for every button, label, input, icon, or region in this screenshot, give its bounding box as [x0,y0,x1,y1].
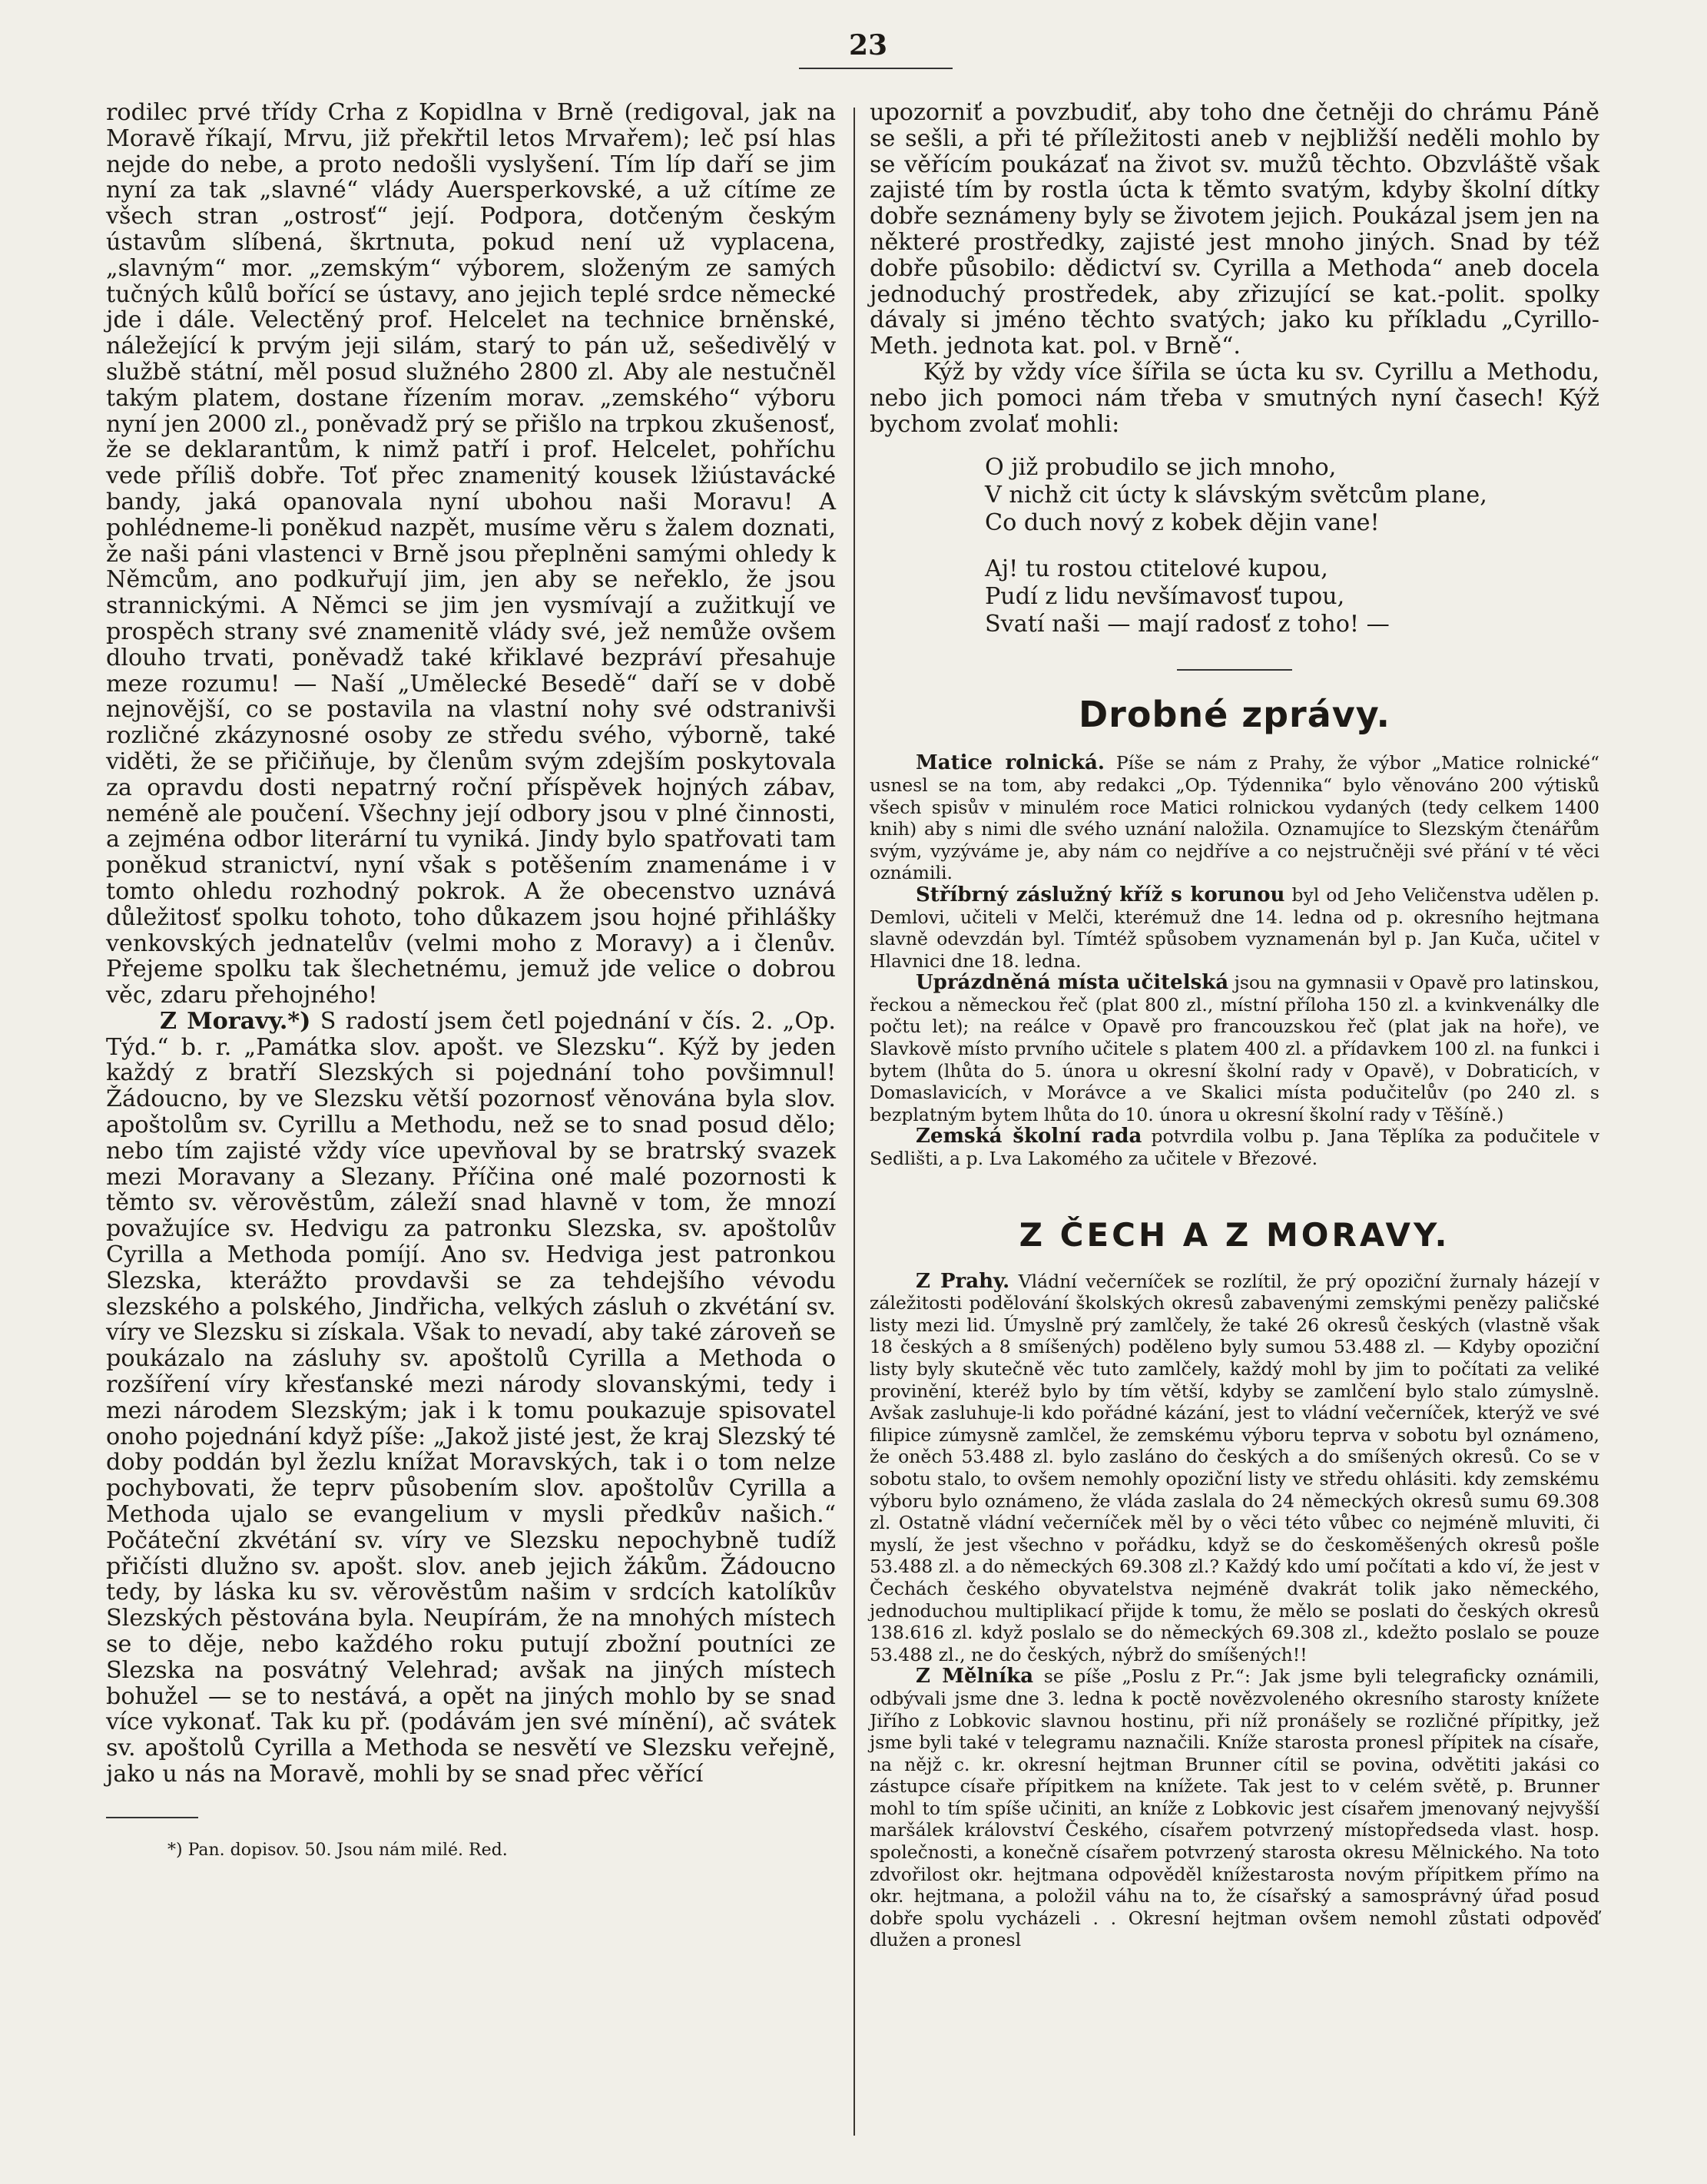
header-rule [799,68,953,69]
right-paragraph-2: Kýž by vždy více šířila se úcta ku sv. Cyrillu a Methodu, nebo jich pomoci nám třeba v smutných nyní časech! Kýž bychom zvolať mohli: [870,358,1599,438]
news-runin: Uprázdněná místa učitelská [916,971,1229,995]
right-column [870,100,1599,1951]
footnote-rule [106,1817,198,1818]
page-number: 23 [848,29,888,61]
news-runin: Z Mělníka [916,1665,1034,1689]
news-item [870,1125,1599,1169]
poem-line: V nichž cit úcty k slávským světcům plane, [985,482,1487,509]
footnote: *) Pan. dopisov. 50. Jsou nám milé. Red. [167,1840,508,1860]
poem-line: Svatí naši — mají radosť z toho! — [985,611,1390,638]
news-runin: Stříbrný záslužný kříž s korunou [916,883,1285,906]
news-text: Vládní večerníček se rozlítil, že prý opoziční žurnaly házejí v záležitosti podělování školských okresů zabavenými zemskými penězy paličské listy mezi lid. Úmyslně prý zamlčely, že také 26 okresů českých (vlastně však 18 českých a 8 smíšených) poděleno byly sumou 53.488 zl. — Kdyby opoziční listy byly skutečně věc tuto zamlčely, každý mohl by jim to počítati za veliké provinění, kteréž bylo by tím větší, kdyby se zamlčení bylo stalo zúmyslně. Avšak zasluhuje-li kdo pořádné kázání, jest to vládní večerníček, kterýž ve své filipice zúmysně zamlčel, že zemskému výboru teprva v sobotu byl oznámeno, že oněch 53.488 zl. bylo zasláno do českých a do smíšených okresů. Co se v sobotu stalo, to ovšem nemohly opoziční listy ve středu ohlásiti. kdy zemskému výboru bylo oznámeno, že vláda zaslala do 24 německých okresů sumu 69.308 zl. Ostatně vládní večerníček měl by o věci této vůbec co nejméně mluviti, či myslí, že jest všechno v pořádku, když se do českoměšených okresů pošle 53.488 zl. a do německých 69.308 zl.? Každý kdo umí počítati a kdo ví, že jest v Čechách českého obyvatelstva nejméně dvakrát tolik jako německého, jednoduchou multiplikací přijde k tomu, že mělo se poslati do českých okresů 138.616 zl. když poslalo se do německých 69.308 zl., kdežto poslalo se pouze 53.488 zl., ne do českých, nýbrž do smíšených!! [870,1270,1599,1665]
section-rule [1177,669,1292,671]
news-runin: Z Prahy. [916,1269,1010,1293]
news-text: potvrdila volbu p. Jana Těplíka za podučitele v Sedlišti, a p. Lva Lakomého za učitele v Březové. [870,1125,1599,1170]
left-column [106,100,836,1861]
news-text: se píše „Poslu z Pr.“: Jak jsme byli telegraficky oznámili, odbývali jsme dne 3. ledna k poctě novězvoleného okresního starosty knížete Jiřího z Lobkovic slavnou hostinu, při níž pronášely se rozličné přípitky, jež jsme byli také v telegramu naznačili. Kníže starosta pronesl přípitek na císaře, na nějž c. kr. okresní hejtman Brunner cítil se povina, odvětiti jakási co zástupce císaře přípitkem na knížete. Tak jest to v celém světě, p. Brunner mohl to tím spíše učiniti, an kníže z Lobkovic jest císařem jmenovaný nejvyšší maršálek království Českého, císařem potvrzený místopředseda vlast. hosp. společnosti, a konečně císařem potvrzený starosta okresu Mělnického. Na toto zdvořilost okr. hejtmana odpověděl knížestarosta novým přípitkem přímo na okr. hejtmana, a položil váhu na to, že císařský a samosprávný úřad posud dobře spolu vycházeli . . Okresní hejtman ovšem nemohl zůstati odpověď dlužen a pronesl [870,1665,1599,1951]
poem-line: O již probudilo se jich mnoho, [985,454,1337,482]
poem-line: Pudí z lidu nevšímavosť tupou, [985,583,1345,611]
news-item [870,1271,1599,1666]
poem-line: Aj! tu rostou ctitelové kupou, [985,555,1328,583]
poem [985,454,1599,638]
z-moravy-runin: Z Moravy.*) [160,1007,311,1035]
column-divider [854,108,855,2136]
poem-line: Co duch nový z kobek dějin vane! [985,509,1380,537]
stanza-gap [985,537,1599,555]
news-item [870,884,1599,972]
heading-drobne-zpravy: Drobné zprávy. [1078,694,1390,736]
left-paragraph-1: rodilec prvé třídy Crha z Kopidlna v Brně (redigoval, jak na Moravě říkají, Mrvu, již překřtil letos Mrvařem); leč psí hlas nejde do nebe, a proto nedošli vyslyšení. Tím líp daří se jim nyní za tak „slavné“ vlády Auersperkovské, a už cítíme ze všech stran „ostrosť“ její. Podpora, dotčeným českým ústavům slíbená, škrtnuta, pokud není už vyplacena, „slavným“ mor. „zemským“ výborem, složeným ze samých tučných kůlů bořící se ústavy, ano jejich teplé srdce německé jde i dále. Velectěný prof. Helcelet na technice brněnské, náležející k prvým jeji silám, starý to pán už, sešedivělý v službě státní, měl posud služného 2800 zl. Aby ale nestučněl takým platem, dostane řízením morav. „zemského“ výboru nyní jen 2000 zl., poněvadž prý se přišlo na trpkou zkušenosť, že se deklarantům, k nimž patří i prof. Helcelet, pohříchu vede příliš dobře. Toť přec znamenitý kousek lžiústavácké bandy, jaká opanovala nyní ubohou naši Moravu! A pohlédneme-li poněkud nazpět, musíme věru s žalem doznati, že naši páni vlastenci v Brně jsou přeplněni samými ohledy k Němcům, ano podkuřují jim, jen aby se neřeklo, že jsou strannickými. A Němci se jim jen vysmívají a zužitkují ve prospěch strany své znamenitě vlády své, jež nemůže ovšem dlouho trvati, poněvadž také křiklavé bezpráví přesahuje meze rozumu! — Naší „Umělecké Besedě“ daří se v době nejnovější, co se postavila na vlastní nohy své odstranivši rozličné zkázynosné osoby ze středu svého, výborně, také viděti, že se přičiňuje, by členům svým zdejším poskytovala za opravdu dosti nepatrný roční příspěvek hojných zábav, neméně ale poučení. Všechny její odbory jsou v plné činnosti, a zejména odbor literární tu vyniká. Jindy bylo spatřovati tam poněkud stranictví, nyní však s potěšením znamenáme i v tomto ohledu rozhodný pokrok. A že obecenstvo uznává důležitosť spolku tohoto, toho důkazem jsou hojné přihlášky venkovských jednatelův (velmi moho z Moravy) a i členův. Přejeme spolku tak šlechetnému, jemuž jde velice o dobrou věc, zdaru přehojného! [106,99,836,1009]
right-paragraph-1: upozorniť a povzbudiť, aby toho dne četněji do chrámu Páně se sešli, a při té příležitosti aneb v nejbližší neděli mohlo by se věřícím poukázať na život sv. mužů těchto. Obzvláště však zajisté tím by rostla úcta k těmto svatým, kdyby školní dítky dobře seznámeny byly se životem jejich. Poukázal jsem jen na některé prostředky, zajisté jest mnoho jiných. Snad by též dobře působilo: dědictví sv. Cyrilla a Methoda“ aneb docela jednoduchý prostředek, aby zřizující se kat.-polit. spolky dávaly si jméno těchto svatých; jako ku příkladu „Cyrillo-Meth. jednota kat. pol. v Brně“. [870,99,1599,360]
news-runin: Matice rolnická. [916,751,1105,775]
news-text: byl od Jeho Veličenstva udělen p. Demlovi, učiteli v Melči, kterémuž dne 14. ledna od p. okresního hejtmana slavně odevzdán byl. Tímtéž spůsobem vyznamenán byl p. Jan Kuča, učitel v Hlavnici dne 18. ledna. [870,883,1599,972]
news-item [870,1665,1599,1951]
heading-z-cech-a-z-moravy: Z ČECH A Z MORAVY. [1019,1215,1450,1254]
news-item [870,752,1599,884]
news-item [870,972,1599,1125]
left-paragraph-2 [106,1009,836,1788]
news-runin: Zemská školní rada [916,1125,1142,1148]
news-text: Píše se nám z Prahy, že výbor „Matice rolnické“ usnesl se na tom, aby redakci „Op. Týdennika“ bylo věnováno 200 výtisků všech spisův v minulém roce Matici rolnickou vydaných (tedy celkem 1400 knih) aby s nimi dle svého uznání naložila. Oznamujíce to Slezským čtenářům svým, vyzýváme je, aby nám co nejdříve a co nejstručněji své přání v té věci oznámili. [870,752,1599,884]
z-moravy-text: S radostí jsem četl pojednání v čís. 2. „Op. Týd.“ b. r. „Památka slov. apošt. ve Slezsku“. Kýž by jeden každý z bratří Slezských si pojednání toho povšimnul! Žádoucno, by ve Slezsku větší pozornosť věnována byla slov. apoštolům sv. Cyrillu a Methodu, než se to snad posud dělo; nebo tím zajisté vždy více upevňoval by se bratrský svazek mezi Moravany a Slezany. Příčina oné malé pozornosti k těmto sv. věrověstům, záleží snad hlavně v tom, že mnozí považujíce sv. Hedvigu za patronku Slezska, sv. apoštolův Cyrilla a Methoda pomíjí. Ano sv. Hedviga jest patronkou Slezska, kterážto provdavši se za tehdejšího vévodu slezského a polského, Jindřicha, velkých zásluh o zkvétání sv. víry ve Slezsku si získala. Však to nevadí, aby také zároveň se poukázalo na zásluhy sv. apoštolů Cyrilla a Methoda o rozšíření víry křesťanské mezi národy slovanskými, tedy i mezi národem Slezským; jak i k tomu poukazuje spisovatel onoho pojednání když píše: „Jakož jisté jest, že kraj Slezský té doby poddán byl žezlu knížat Moravských, tak i o tom nelze pochybovati, že teprv působením slov. apoštolův Cyrilla a Methoda ujalo se evangelium v mysli předkův našich.“ Počáteční zkvétání sv. víry ve Slezsku nepochybně tudíž přičísti dlužno sv. apošt. slov. aneb jejich žákům. Žádoucno tedy, by láska ku sv. věrověstům našim v srdcích katolíkův Slezských pěstována byla. Neupírám, že na mnohých místech se to děje, nebo každého roku putují zbožní poutníci ze Slezska na posvátný Velehrad; avšak na jiných místech bohužel — se to nestává, a opět na jiných mohlo by se snad více vykonať. Tak ku př. (podávám jen své mínění), ač svátek sv. apoštolů Cyrilla a Methoda se nesvětí ve Slezsku veřejně, jako u nás na Moravě, mohli by se snad přec věřící [106,1007,836,1788]
news-text: jsou na gymnasii v Opavě pro latinskou, řeckou a německou řeč (plat 800 zl., místní příloha 150 zl. a kvinkvenálky dle počtu let); na reálce v Opavě pro francouzskou řeč (plat jak na hoře), ve Slavkově místo prvního učitele s platem 400 zl. a přídavkem 100 zl. na funkci i bytem (lhůta do 5. února u okresní školní rady v Opavě), v Dobraticích, v Domaslavicích, v Morávce a ve Skalici místa podučitelův (po 240 zl. s bezplatným bytem lhůta do 10. února u okresní školní rady v Těšíně.) [870,972,1599,1125]
